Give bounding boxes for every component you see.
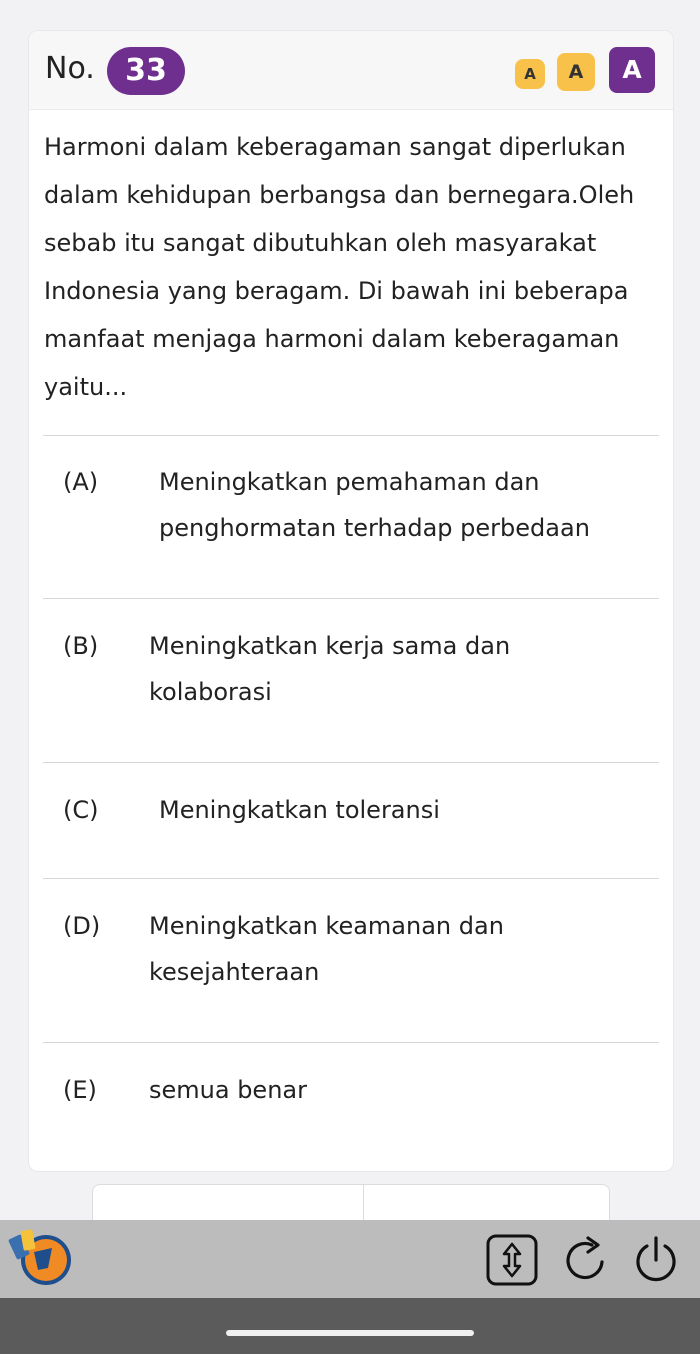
- option-a[interactable]: [43, 459, 659, 559]
- question-header: [29, 31, 673, 110]
- option-text: Meningkatkan keamanan dan kesejahteraan: [149, 912, 504, 986]
- question-card: [28, 30, 674, 1172]
- question-number-label: No.: [45, 51, 95, 86]
- option-letter: (E): [63, 1076, 97, 1104]
- option-c[interactable]: [43, 787, 659, 837]
- option-b[interactable]: [43, 623, 659, 723]
- option-letter: (D): [63, 912, 101, 940]
- system-navigation-bar: [0, 1298, 700, 1354]
- option-letter: (A): [63, 468, 99, 496]
- question-text: Harmoni dalam keberagaman sangat diperlukan dalam kehidupan berbangsa dan bernegara.Oleh sebab itu sangat dibutuhkan oleh masyarakat Indonesia yang beragam. Di bawah ini beberapa manfaat menjaga harmoni dalam keberagaman yaitu...: [44, 133, 635, 401]
- font-size-medium-button[interactable]: A: [557, 53, 595, 91]
- vertical-arrows-icon[interactable]: [484, 1232, 540, 1288]
- option-letter: (C): [63, 796, 99, 824]
- divider: [43, 598, 659, 599]
- divider: [43, 435, 659, 436]
- divider: [43, 878, 659, 879]
- font-size-large-button[interactable]: A: [609, 47, 655, 93]
- power-icon[interactable]: [628, 1232, 684, 1288]
- bottom-toolbar: [0, 1220, 700, 1298]
- divider: [43, 762, 659, 763]
- option-text: Meningkatkan toleransi: [159, 796, 440, 824]
- question-number-badge: 33: [107, 47, 185, 95]
- option-e[interactable]: [43, 1067, 659, 1117]
- divider: [43, 1042, 659, 1043]
- home-indicator[interactable]: [226, 1330, 474, 1336]
- app-logo-icon[interactable]: [8, 1226, 76, 1286]
- option-d[interactable]: [43, 903, 659, 1003]
- font-size-small-button[interactable]: A: [515, 59, 545, 89]
- option-text: semua benar: [149, 1076, 307, 1104]
- option-text: Meningkatkan pemahaman dan penghormatan terhadap perbedaan: [159, 468, 590, 542]
- option-text: Meningkatkan kerja sama dan kolaborasi: [149, 632, 511, 706]
- option-letter: (B): [63, 632, 99, 660]
- refresh-icon[interactable]: [558, 1232, 614, 1288]
